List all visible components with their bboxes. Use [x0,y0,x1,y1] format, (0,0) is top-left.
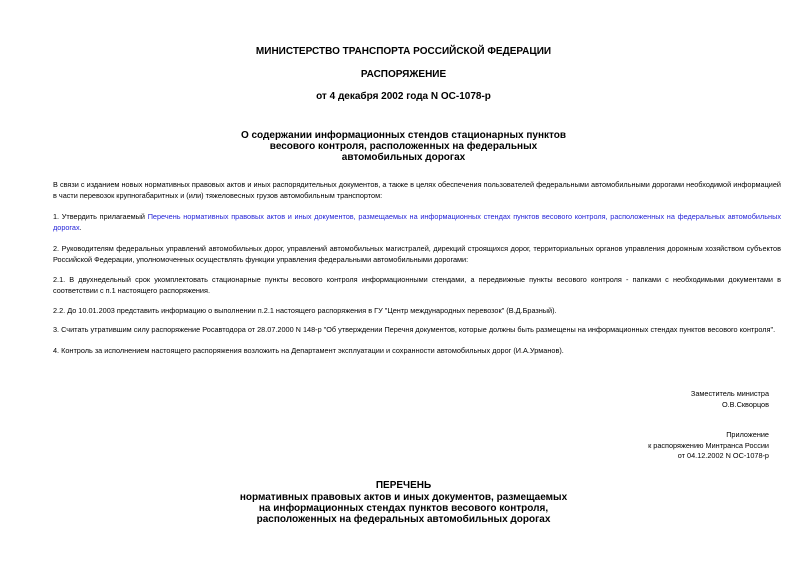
signatory-position: Заместитель министра [690,389,769,398]
list-title-heading: ПЕРЕЧЕНЬ [375,480,432,491]
paragraph-2-1: 2.1. В двухнедельный срок укомплектовать стационарные пункты весового контроля информационными стендами, а передвижные пункты весового контроля - папками с необходимыми документами в соответствии с п.1 настоящего распоряжения. [53,275,781,295]
appendix-date-number: от 04.12.2002 N ОС-1078-р [677,451,769,460]
signature-block [691,389,769,410]
document-date-number: от 4 декабря 2002 года N ОС-1078-р [316,91,491,102]
paragraph-1-suffix: . [79,222,82,232]
ministry-heading: МИНИСТЕРСТВО ТРАНСПОРТА РОССИЙСКОЙ ФЕДЕРАЦИИ [255,46,552,57]
list-title-line-2: нормативных правовых актов и иных документов, размещаемых [239,492,568,503]
paragraph-1 [40,212,781,233]
document-type-heading: РАСПОРЯЖЕНИЕ [360,69,447,80]
list-title-line-4: расположенных на федеральных автомобильных дорогах [256,514,551,525]
appendix-block [648,430,769,462]
appendix-reference: к распоряжению Минтранса России [648,440,769,450]
subject-line-1: О содержании информационных стендов стационарных пунктов [240,130,567,141]
subject-line-2: весового контроля, расположенных на федеральных [269,141,538,152]
paragraph-2: 2. Руководителям федеральных управлений автомобильных дорог, управлений автомобильных магистралей, дирекций строящихся дорог, территориальных органов управления дорожным хозяйством субъектов Российской Федерации, уполномоченных осуществлять функции управления федеральными автомобильными дорогами: [53,244,781,264]
paragraph-1-prefix: 1. Утвердить прилагаемый [53,212,148,221]
paragraph-3: 3. Считать утратившим силу распоряжение Росавтодора от 28.07.2000 N 148-р "Об утверждении Перечня документов, которые должны быть размещены на информационных стендах пунктов весового контроля". [53,325,776,334]
list-title-line-3: на информационных стендах пунктов весового контроля, [258,503,549,514]
approved-list-link[interactable]: Перечень нормативных правовых актов и иных документов, размещаемых на информационных стендах пунктов весового контроля, расположенных на федеральных автомобильных дорогах [53,212,781,232]
subject-line-3: автомобильных дорогах [341,152,466,163]
intro-paragraph: В связи с изданием новых нормативных правовых актов и иных распорядительных документов, а также в целях обеспечения пользователей федеральными автомобильными дорогами необходимой информацией в части перевозок крупногабаритных и (или) тяжеловесных грузов автомобильным транспортом: [53,180,781,200]
paragraph-4: 4. Контроль за исполнением настоящего распоряжения возложить на Департамент эксплуатации и сохранности автомобильных дорог (И.А.Урманов). [53,346,564,355]
signatory-name: О.В.Скворцов [721,399,769,409]
paragraph-2-2: 2.2. До 10.01.2003 представить информацию о выполнении п.2.1 настоящего распоряжения в ГУ "Центр международных перевозок" (В.Д.Бразный). [53,306,557,315]
appendix-label: Приложение [726,430,769,439]
